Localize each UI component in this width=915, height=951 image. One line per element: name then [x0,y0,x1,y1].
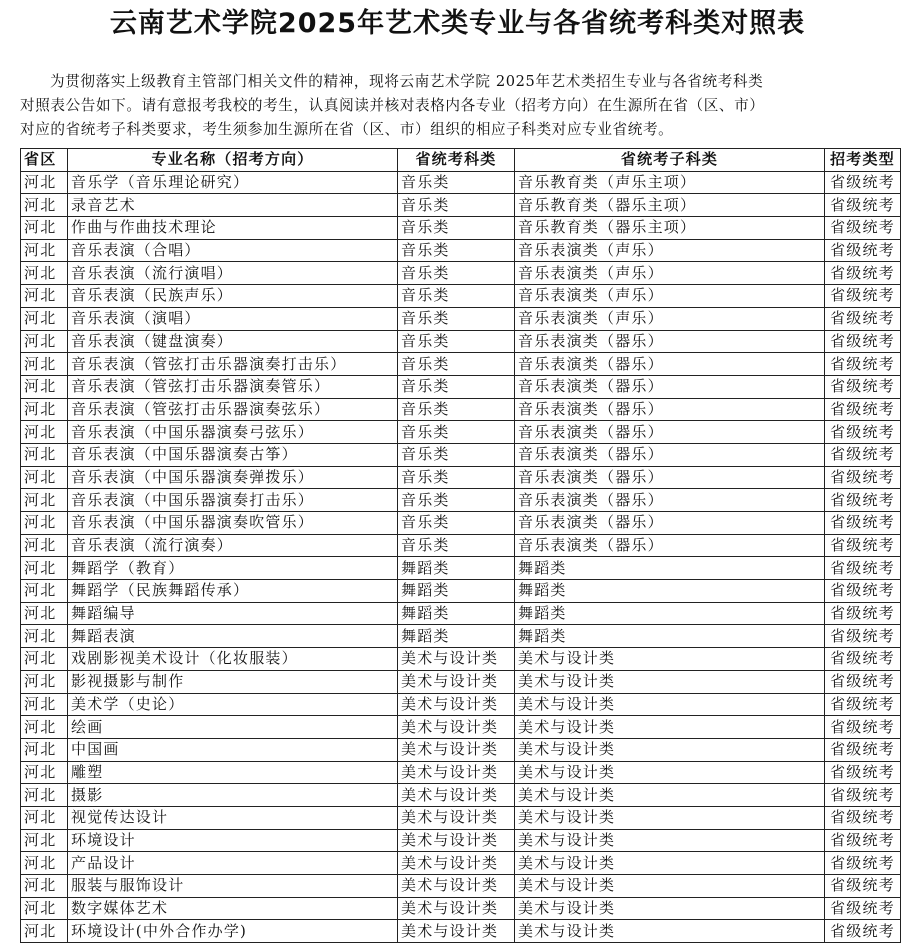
cell-exam-category: 舞蹈类 [398,602,515,625]
cell-exam-subcategory: 音乐表演类（器乐） [515,421,825,444]
cell-exam-subcategory: 音乐表演类（声乐） [515,307,825,330]
cell-exam-subcategory: 美术与设计类 [515,670,825,693]
cell-major: 音乐表演（管弦打击乐器演奏管乐） [68,375,398,398]
cell-exam-category: 音乐类 [398,398,515,421]
cell-admission-type: 省级统考 [825,398,901,421]
table-row [21,239,901,262]
cell-exam-category: 美术与设计类 [398,852,515,875]
cell-major: 音乐表演（合唱） [68,239,398,262]
cell-province: 河北 [21,648,68,671]
table-row [21,875,901,898]
table-row [21,784,901,807]
cell-province: 河北 [21,784,68,807]
cell-exam-category: 音乐类 [398,489,515,512]
cell-exam-subcategory: 美术与设计类 [515,920,825,943]
cell-exam-subcategory: 美术与设计类 [515,806,825,829]
cell-major: 中国画 [68,738,398,761]
cell-major: 环境设计 [68,829,398,852]
table-row [21,534,901,557]
table-row [21,421,901,444]
cell-major: 音乐表演（民族声乐） [68,285,398,308]
cell-exam-category: 音乐类 [398,534,515,557]
cell-admission-type: 省级统考 [825,512,901,535]
cell-admission-type: 省级统考 [825,194,901,217]
cell-exam-subcategory: 舞蹈类 [515,580,825,603]
cell-province: 河北 [21,897,68,920]
cell-admission-type: 省级统考 [825,580,901,603]
table-row [21,897,901,920]
cell-exam-subcategory: 美术与设计类 [515,761,825,784]
cell-exam-subcategory: 音乐表演类（声乐） [515,239,825,262]
cell-major: 音乐表演（流行演奏） [68,534,398,557]
cell-exam-subcategory: 美术与设计类 [515,784,825,807]
column-header-admission-type: 招考类型 [825,149,901,172]
table-row [21,285,901,308]
cell-admission-type: 省级统考 [825,648,901,671]
table-row [21,920,901,943]
cell-province: 河北 [21,285,68,308]
cell-exam-subcategory: 美术与设计类 [515,897,825,920]
cell-province: 河北 [21,920,68,943]
cell-admission-type: 省级统考 [825,217,901,240]
cell-exam-category: 音乐类 [398,330,515,353]
cell-exam-subcategory: 美术与设计类 [515,693,825,716]
cell-exam-category: 美术与设计类 [398,738,515,761]
table-row [21,852,901,875]
cell-exam-subcategory: 音乐表演类（器乐） [515,375,825,398]
cell-exam-category: 音乐类 [398,443,515,466]
cell-major: 音乐表演（键盘演奏） [68,330,398,353]
cell-province: 河北 [21,512,68,535]
cell-major: 音乐表演（中国乐器演奏弓弦乐） [68,421,398,444]
cell-exam-category: 美术与设计类 [398,920,515,943]
cell-admission-type: 省级统考 [825,489,901,512]
cell-admission-type: 省级统考 [825,375,901,398]
cell-province: 河北 [21,489,68,512]
cell-admission-type: 省级统考 [825,625,901,648]
cell-major: 舞蹈学（民族舞蹈传承） [68,580,398,603]
cell-province: 河北 [21,194,68,217]
table-row [21,262,901,285]
cell-admission-type: 省级统考 [825,852,901,875]
cell-admission-type: 省级统考 [825,330,901,353]
cell-admission-type: 省级统考 [825,761,901,784]
cell-exam-subcategory: 音乐表演类（器乐） [515,466,825,489]
table-row [21,171,901,194]
cell-exam-category: 音乐类 [398,512,515,535]
cell-major: 产品设计 [68,852,398,875]
cell-major: 音乐表演（管弦打击乐器演奏弦乐） [68,398,398,421]
table-row [21,443,901,466]
cell-exam-category: 音乐类 [398,307,515,330]
table-row [21,761,901,784]
table-body [21,171,901,942]
intro-paragraph [20,70,900,142]
cell-major: 音乐表演（演唱） [68,307,398,330]
cell-major: 视觉传达设计 [68,806,398,829]
cell-province: 河北 [21,852,68,875]
cell-exam-category: 音乐类 [398,421,515,444]
table-row [21,330,901,353]
table-row [21,466,901,489]
table-row [21,194,901,217]
cell-exam-category: 舞蹈类 [398,625,515,648]
cell-exam-category: 美术与设计类 [398,806,515,829]
cell-exam-subcategory: 舞蹈类 [515,557,825,580]
table-row [21,693,901,716]
cell-exam-category: 音乐类 [398,285,515,308]
cell-admission-type: 省级统考 [825,171,901,194]
cell-admission-type: 省级统考 [825,353,901,376]
page-title: 云南艺术学院2025年艺术类专业与各省统考科类对照表 [109,8,806,39]
cell-province: 河北 [21,443,68,466]
cell-major: 音乐表演（中国乐器演奏古筝） [68,443,398,466]
cell-major: 音乐表演（流行演唱） [68,262,398,285]
cell-province: 河北 [21,693,68,716]
cell-exam-category: 美术与设计类 [398,875,515,898]
cell-province: 河北 [21,875,68,898]
column-header-province: 省区 [21,149,68,172]
cell-province: 河北 [21,239,68,262]
cell-major: 音乐表演（管弦打击乐器演奏打击乐） [68,353,398,376]
cell-exam-subcategory: 音乐表演类（声乐） [515,262,825,285]
cell-exam-category: 美术与设计类 [398,716,515,739]
cell-exam-category: 音乐类 [398,239,515,262]
cell-province: 河北 [21,738,68,761]
intro-line: 对应的省统考子科类要求，考生须参加生源所在省（区、市）组织的相应子科类对应专业省统考。 [20,121,674,138]
table-row [21,738,901,761]
column-header-major: 专业名称（招考方向） [68,149,398,172]
cell-exam-category: 音乐类 [398,466,515,489]
cell-major: 舞蹈表演 [68,625,398,648]
cell-admission-type: 省级统考 [825,557,901,580]
cell-province: 河北 [21,829,68,852]
cell-major: 音乐学（音乐理论研究） [68,171,398,194]
cell-exam-subcategory: 美术与设计类 [515,738,825,761]
table-row [21,489,901,512]
cell-admission-type: 省级统考 [825,897,901,920]
cell-admission-type: 省级统考 [825,784,901,807]
cell-exam-category: 美术与设计类 [398,670,515,693]
cell-exam-category: 美术与设计类 [398,829,515,852]
cell-exam-category: 美术与设计类 [398,784,515,807]
table-row [21,353,901,376]
cell-admission-type: 省级统考 [825,693,901,716]
cell-admission-type: 省级统考 [825,738,901,761]
cell-admission-type: 省级统考 [825,670,901,693]
table-row [21,557,901,580]
table-row [21,375,901,398]
cell-province: 河北 [21,171,68,194]
cell-province: 河北 [21,307,68,330]
table-row [21,512,901,535]
cell-admission-type: 省级统考 [825,466,901,489]
cell-province: 河北 [21,534,68,557]
cell-province: 河北 [21,330,68,353]
cell-major: 音乐表演（中国乐器演奏弹拨乐） [68,466,398,489]
cell-exam-subcategory: 音乐教育类（器乐主项） [515,217,825,240]
cell-exam-category: 美术与设计类 [398,648,515,671]
cell-exam-subcategory: 美术与设计类 [515,852,825,875]
cell-major: 作曲与作曲技术理论 [68,217,398,240]
cell-admission-type: 省级统考 [825,307,901,330]
cell-major: 服装与服饰设计 [68,875,398,898]
cell-exam-category: 舞蹈类 [398,557,515,580]
cell-admission-type: 省级统考 [825,920,901,943]
cell-exam-category: 音乐类 [398,194,515,217]
cell-admission-type: 省级统考 [825,443,901,466]
cell-exam-subcategory: 音乐表演类（器乐） [515,512,825,535]
cell-exam-subcategory: 音乐表演类（器乐） [515,489,825,512]
table-row [21,829,901,852]
cell-province: 河北 [21,716,68,739]
cell-admission-type: 省级统考 [825,602,901,625]
cell-major: 舞蹈学（教育） [68,557,398,580]
cell-admission-type: 省级统考 [825,534,901,557]
cell-exam-category: 美术与设计类 [398,761,515,784]
table-row [21,625,901,648]
cell-admission-type: 省级统考 [825,285,901,308]
cell-exam-category: 舞蹈类 [398,580,515,603]
cell-exam-subcategory: 音乐表演类（声乐） [515,285,825,308]
cell-major: 舞蹈编导 [68,602,398,625]
cell-admission-type: 省级统考 [825,239,901,262]
cell-exam-subcategory: 美术与设计类 [515,829,825,852]
cell-exam-subcategory: 音乐教育类（声乐主项） [515,171,825,194]
cell-exam-subcategory: 音乐表演类（器乐） [515,443,825,466]
table-row [21,602,901,625]
cell-admission-type: 省级统考 [825,875,901,898]
column-header-exam-category: 省统考科类 [398,149,515,172]
table-header-row [21,149,901,172]
cell-major: 影视摄影与制作 [68,670,398,693]
cell-exam-subcategory: 舞蹈类 [515,602,825,625]
cell-province: 河北 [21,625,68,648]
cell-exam-category: 音乐类 [398,171,515,194]
cell-exam-category: 音乐类 [398,217,515,240]
cell-admission-type: 省级统考 [825,262,901,285]
cell-province: 河北 [21,421,68,444]
cell-major: 音乐表演（中国乐器演奏吹管乐） [68,512,398,535]
cell-admission-type: 省级统考 [825,716,901,739]
cell-exam-subcategory: 音乐表演类（器乐） [515,353,825,376]
cell-exam-category: 美术与设计类 [398,693,515,716]
cell-exam-subcategory: 美术与设计类 [515,648,825,671]
comparison-table [20,148,901,943]
table-row [21,716,901,739]
cell-province: 河北 [21,398,68,421]
cell-major: 雕塑 [68,761,398,784]
cell-exam-category: 音乐类 [398,353,515,376]
cell-major: 数字媒体艺术 [68,897,398,920]
column-header-exam-subcategory: 省统考子科类 [515,149,825,172]
cell-major: 美术学（史论） [68,693,398,716]
cell-exam-subcategory: 音乐表演类（器乐） [515,330,825,353]
cell-exam-category: 美术与设计类 [398,897,515,920]
table-row [21,670,901,693]
cell-province: 河北 [21,375,68,398]
cell-major: 绘画 [68,716,398,739]
cell-major: 录音艺术 [68,194,398,217]
cell-province: 河北 [21,557,68,580]
cell-province: 河北 [21,262,68,285]
cell-province: 河北 [21,580,68,603]
cell-province: 河北 [21,466,68,489]
cell-exam-category: 音乐类 [398,262,515,285]
cell-major: 摄影 [68,784,398,807]
cell-major: 戏剧影视美术设计（化妆服装） [68,648,398,671]
cell-province: 河北 [21,602,68,625]
cell-admission-type: 省级统考 [825,829,901,852]
table-row [21,806,901,829]
table-row [21,580,901,603]
table-row [21,217,901,240]
intro-line: 对照表公告如下。请有意报考我校的考生，认真阅读并核对表格内各专业（招考方向）在生源所在省（区、市） [20,97,765,114]
cell-exam-category: 音乐类 [398,375,515,398]
cell-major: 环境设计(中外合作办学) [68,920,398,943]
cell-province: 河北 [21,761,68,784]
cell-admission-type: 省级统考 [825,421,901,444]
cell-exam-subcategory: 音乐教育类（器乐主项） [515,194,825,217]
cell-province: 河北 [21,670,68,693]
cell-exam-subcategory: 音乐表演类（器乐） [515,534,825,557]
intro-line: 为贯彻落实上级教育主管部门相关文件的精神，现将云南艺术学院 2025年艺术类招生专业与各省统考科类 [50,73,764,90]
cell-exam-subcategory: 美术与设计类 [515,716,825,739]
table-row [21,398,901,421]
cell-exam-subcategory: 音乐表演类（器乐） [515,398,825,421]
cell-exam-subcategory: 美术与设计类 [515,875,825,898]
cell-province: 河北 [21,353,68,376]
cell-admission-type: 省级统考 [825,806,901,829]
cell-major: 音乐表演（中国乐器演奏打击乐） [68,489,398,512]
cell-exam-subcategory: 舞蹈类 [515,625,825,648]
cell-province: 河北 [21,217,68,240]
cell-province: 河北 [21,806,68,829]
table-row [21,648,901,671]
table-row [21,307,901,330]
